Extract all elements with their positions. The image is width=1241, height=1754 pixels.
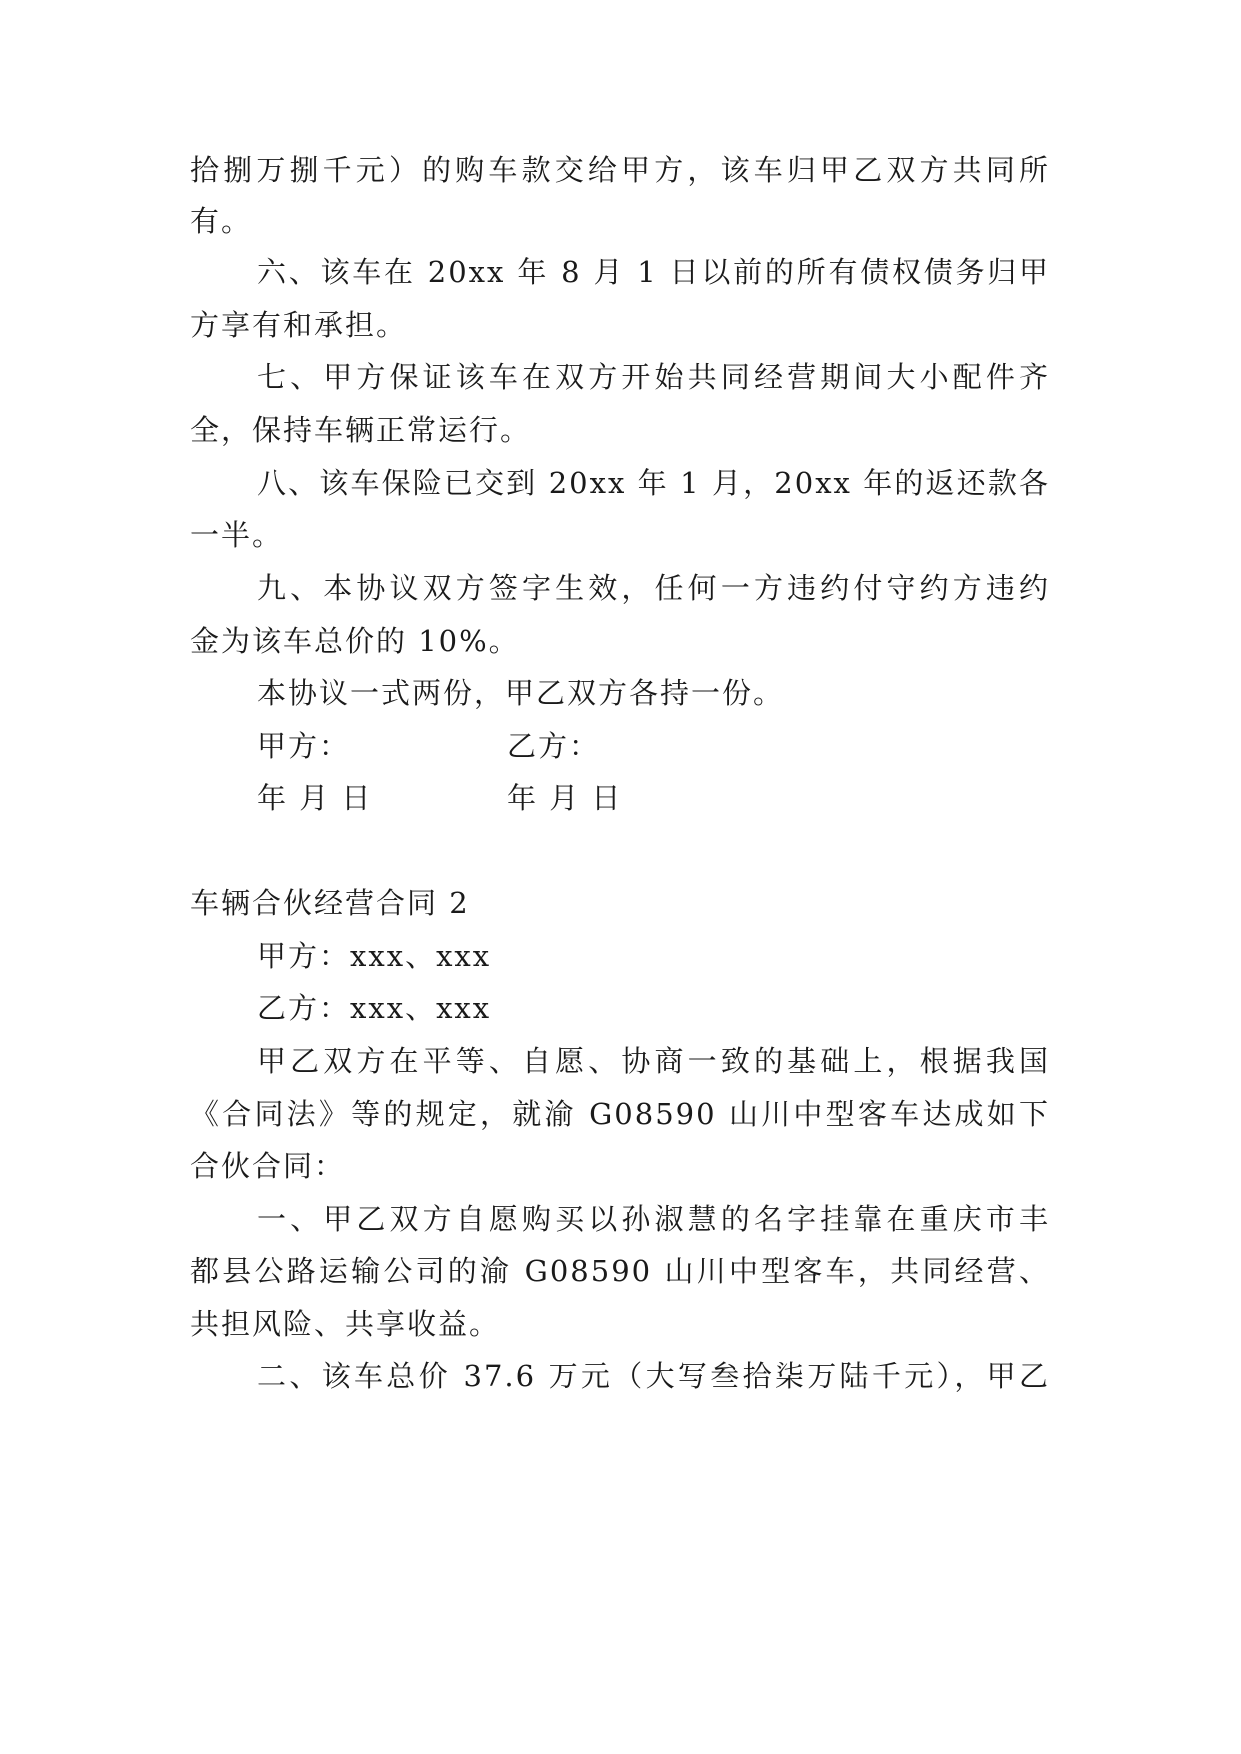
signature-party-b: 乙方： [507,729,601,763]
text-line: 六、该车在 20xx 年 8 月 1 日以前的所有债权债务归甲 [257,255,1050,289]
signature-date-b: 年 月 日 [507,781,623,815]
text-line: 二、该车总价 37.6 万元（大写叁拾柒万陆千元），甲乙 [257,1359,1050,1393]
text-line: 甲乙双方在平等、自愿、协商一致的基础上，根据我国 [257,1044,1050,1078]
text-line: 拾捌万捌千元）的购车款交给甲方，该车归甲乙双方共同所 [190,153,1050,187]
party-b-line: 乙方：xxx、xxx [257,991,492,1025]
text-line: 方享有和承担。 [190,308,408,342]
text-line: 金为该车总价的 10%。 [190,624,520,658]
party-a-line: 甲方：xxx、xxx [257,939,492,973]
text-line: 七、甲方保证该车在双方开始共同经营期间大小配件齐 [257,360,1050,394]
text-line: 共担风险、共享收益。 [190,1307,501,1341]
text-line: 《合同法》等的规定，就渝 G08590 山川中型客车达成如下 [190,1097,1050,1131]
text-line: 都县公路运输公司的渝 G08590 山川中型客车，共同经营、 [190,1254,1050,1288]
text-line: 有。 [190,204,253,238]
signature-party-a: 甲方： [257,729,351,763]
section-title: 车辆合伙经营合同 2 [190,886,470,920]
text-line: 九、本协议双方签字生效，任何一方违约付守约方违约 [257,571,1050,605]
text-line: 一半。 [190,518,284,552]
text-line: 全，保持车辆正常运行。 [190,413,532,447]
text-line: 合伙合同： [190,1149,346,1183]
text-line: 八、该车保险已交到 20xx 年 1 月，20xx 年的返还款各 [257,466,1050,500]
text-line: 本协议一式两份，甲乙双方各持一份。 [257,676,785,710]
signature-date-a: 年 月 日 [257,781,373,815]
text-line: 一、甲乙双方自愿购买以孙淑慧的名字挂靠在重庆市丰 [257,1202,1050,1236]
